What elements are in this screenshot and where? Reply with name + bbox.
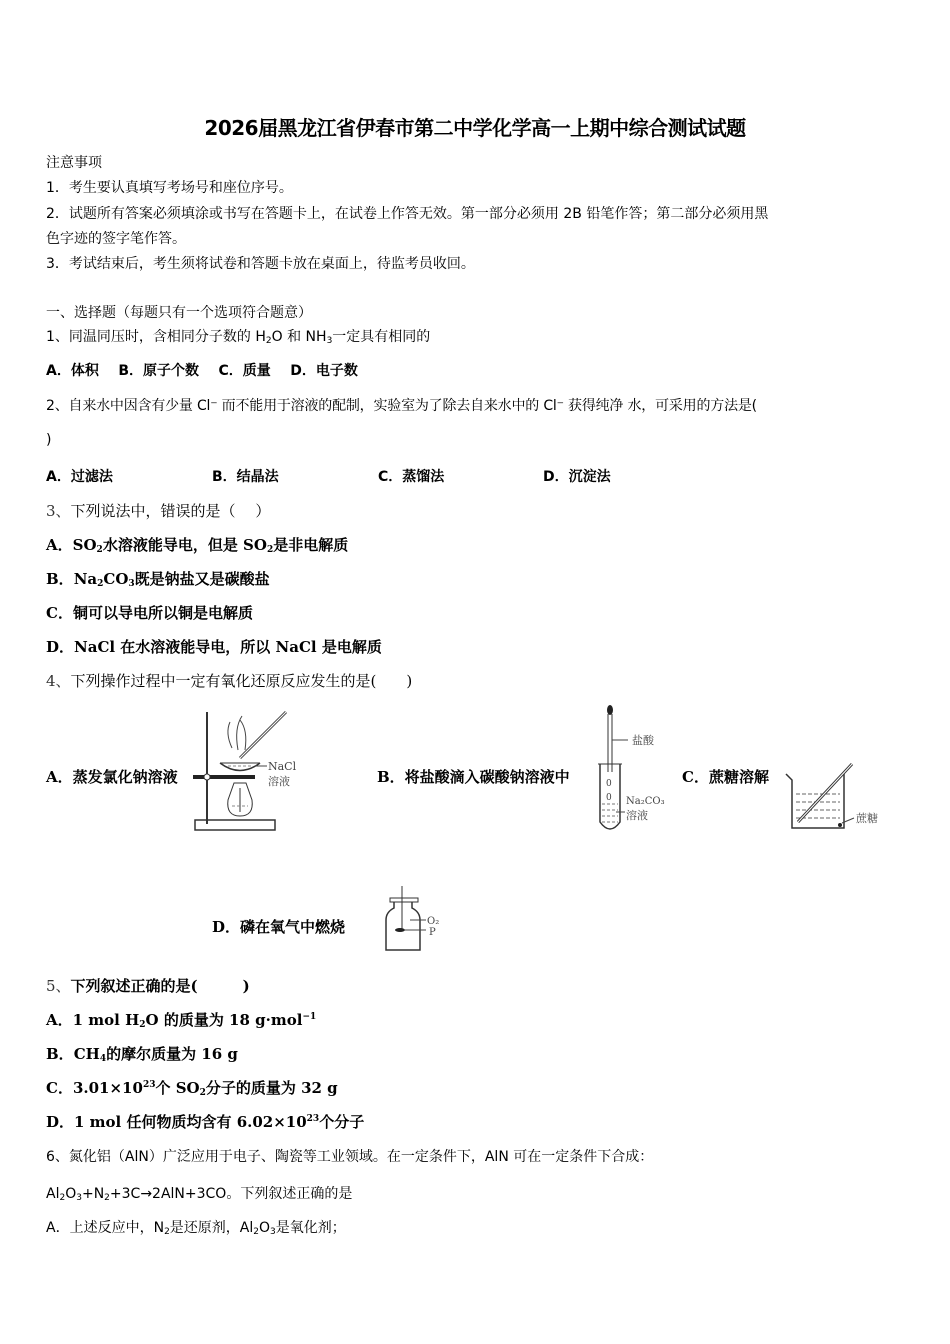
q3-option-a[interactable]: A．$SO_2$水溶液能导电，但是 $SO_2$是非电解质 xyxy=(46,536,349,555)
q3-option-c[interactable]: C．铜可以导电所以铜是电解质 xyxy=(46,604,253,622)
q2-option-c[interactable]: C．蒸馏法 xyxy=(378,469,445,485)
question-4-stem: 4、下列操作过程中一定有氧化还原反应发生的是( ) xyxy=(46,672,413,690)
q5-option-d[interactable]: D．1 mol 任何物质均含有 $6.02\times 10^{23}$个分子 xyxy=(46,1113,365,1131)
q1-option-b[interactable]: B．原子个数 xyxy=(118,363,200,379)
question-2-stem: 2、自来水中因含有少量 Cl⁻ 而不能用于溶液的配制，实验室为了除去自来水中的 Cl⁻ 获得纯净 水，可采用的方法是( xyxy=(46,398,757,414)
q2-option-b[interactable]: B．结晶法 xyxy=(212,469,279,485)
q4-option-b[interactable]: B．将盐酸滴入碳酸钠溶液中 xyxy=(377,768,570,786)
svg-text:蔗糖: 蔗糖 xyxy=(856,812,878,825)
q4-option-c[interactable]: C．蔗糖溶解 xyxy=(682,768,769,786)
svg-text:0: 0 xyxy=(606,779,612,789)
question-1-options xyxy=(46,360,358,380)
svg-text:Na₂CO₃: Na₂CO₃ xyxy=(626,796,665,807)
question-1-stem: 1、同温同压时，含相同分子数的 $H_2O$ 和 $NH_3$一定具有相同的 xyxy=(46,329,431,346)
notice-heading: 注意事项 xyxy=(46,155,102,171)
q5-option-a[interactable]: A．1 mol $H_2O$ 的质量为 18 g·mol$^{-1}$ xyxy=(46,1011,317,1030)
svg-text:溶液: 溶液 xyxy=(626,809,648,822)
page-title: 2026届黑龙江省伊春市第二中学化学高一上期中综合测试试题 xyxy=(204,116,746,140)
q2-option-d[interactable]: D．沉淀法 xyxy=(543,469,611,485)
svg-text:NaCl: NaCl xyxy=(268,760,297,773)
svg-text:O₂: O₂ xyxy=(427,916,440,927)
question-3-stem: 3、下列说法中，错误的是（ ） xyxy=(46,502,271,520)
question-2-stem-cont: ) xyxy=(46,432,52,448)
q2-option-a[interactable]: A．过滤法 xyxy=(46,469,113,485)
notice-item-1: 1．考生要认真填写考场号和座位序号。 xyxy=(46,180,293,196)
q1-option-c[interactable]: C．质量 xyxy=(218,363,271,379)
question-6-stem: 6、氮化铝（AlN）广泛应用于电子、陶瓷等工业领域。在一定条件下，AlN 可在一定条件下合成： xyxy=(46,1149,654,1165)
section-heading: 一、选择题（每题只有一个选项符合题意） xyxy=(46,305,312,321)
q1-option-d[interactable]: D．电子数 xyxy=(290,363,358,379)
question-5-stem: 5、下列叙述正确的是( ) xyxy=(46,977,250,995)
question-6-equation: $Al_2O_3+N_2+3C\to 2AlN+3CO$。下列叙述正确的是 xyxy=(46,1186,353,1203)
q1-option-a[interactable]: A．体积 xyxy=(46,363,99,379)
q3-option-b[interactable]: B．$Na_2CO_3$既是钠盐又是碳酸盐 xyxy=(46,570,270,589)
q6-option-a[interactable]: A．上述反应中，$N_2$是还原剂，$Al_2O_3$是氧化剂； xyxy=(46,1220,346,1237)
evaporation-apparatus-figure xyxy=(190,708,300,834)
gas-bottle-figure xyxy=(380,884,450,956)
q5-option-b[interactable]: B．$CH_4$的摩尔质量为 16 g xyxy=(46,1045,238,1064)
svg-text:盐酸: 盐酸 xyxy=(632,734,654,747)
q4-option-d[interactable]: D．磷在氧气中燃烧 xyxy=(212,918,346,936)
svg-text:0: 0 xyxy=(606,793,612,803)
test-tube-figure xyxy=(596,704,676,836)
notice-item-2-cont: 色字迹的签字笔作答。 xyxy=(46,231,186,247)
notice-item-2: 2．试题所有答案必须填涂或书写在答题卡上，在试卷上作答无效。第一部分必须用 2B 铅笔作答；第二部分必须用黑 xyxy=(46,206,769,222)
q4-option-a[interactable]: A．蒸发氯化钠溶液 xyxy=(46,768,178,786)
notice-item-3: 3．考试结束后，考生须将试卷和答题卡放在桌面上，待监考员收回。 xyxy=(46,256,475,272)
q3-option-d[interactable]: D．NaCl 在水溶液能导电，所以 NaCl 是电解质 xyxy=(46,638,382,656)
q5-option-c[interactable]: C．$3.01\times 10^{23}$个 $SO_2$分子的质量为 32 g xyxy=(46,1079,338,1098)
svg-text:P: P xyxy=(429,927,436,938)
svg-text:溶液: 溶液 xyxy=(268,775,290,788)
beaker-figure xyxy=(782,760,892,836)
